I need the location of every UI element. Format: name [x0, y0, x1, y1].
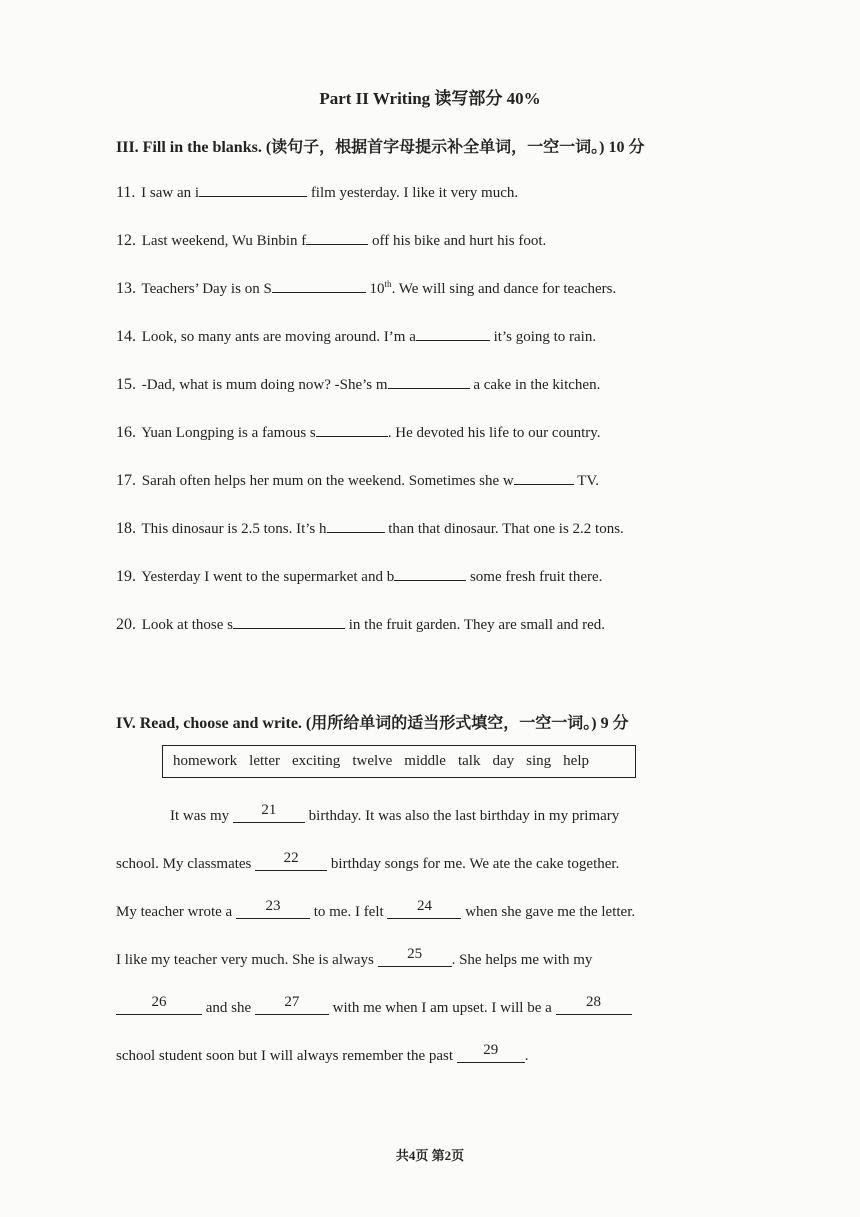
word-bank-item: letter [249, 753, 280, 769]
answer-blank-21[interactable]: 21 [233, 806, 305, 823]
word-bank-item: sing [526, 753, 552, 769]
question-17: 17. Sarah often helps her mum on the weekend. Sometimes she w TV. [116, 472, 600, 489]
passage-line-3: My teacher wrote a 23 to me. I felt 24 when she gave me the letter. [116, 898, 636, 920]
word-bank-item: exciting [291, 753, 341, 769]
passage-line-4: I like my teacher very much. She is always 25 . She helps me with my [116, 946, 593, 968]
word-bank-item: talk [457, 753, 481, 769]
answer-blank-28[interactable]: 28 [556, 998, 632, 1015]
word-bank-item: help [563, 753, 589, 769]
answer-blank[interactable] [394, 566, 466, 581]
passage-line-5: 26 and she 27 with me when I am upset. I will be a 28 [116, 1000, 632, 1017]
answer-blank[interactable] [233, 614, 345, 629]
answer-blank-24[interactable]: 24 [387, 902, 461, 919]
word-bank-item: day [492, 753, 515, 769]
question-14: 14. Look, so many ants are moving around. I’m a it’s going to rain. [116, 328, 597, 345]
passage-line-6: school student soon but I will always remember the past 29 . [116, 1042, 529, 1064]
section-3-heading: III. Fill in the blanks. (读句子，根据首字母提示补全单词，一空一词。) 10 分 [116, 139, 645, 156]
passage-line-1: It was my 21 birthday. It was also the last birthday in my primary [170, 802, 620, 824]
answer-blank-26[interactable]: 26 [116, 998, 202, 1015]
question-12: 12. Last weekend, Wu Binbin f off his bike and hurt his foot. [116, 232, 547, 249]
word-bank-item: homework [173, 753, 238, 769]
answer-blank-29[interactable]: 29 [457, 1046, 525, 1063]
answer-blank[interactable] [306, 230, 368, 245]
answer-blank[interactable] [327, 518, 385, 533]
passage-line-2: school. My classmates 22 birthday songs for me. We ate the cake together. [116, 850, 620, 872]
word-bank-item: twelve [352, 753, 393, 769]
word-bank-item: middle [404, 753, 446, 769]
answer-blank[interactable] [272, 278, 366, 293]
answer-blank-27[interactable]: 27 [255, 998, 329, 1015]
page-title: Part II Writing 读写部分 40% [319, 89, 541, 108]
answer-blank-23[interactable]: 23 [236, 902, 310, 919]
answer-blank[interactable] [199, 182, 307, 197]
page-number: 共4页 第2页 [395, 1148, 465, 1163]
question-16: 16. Yuan Longping is a famous s . He devoted his life to our country. [116, 424, 601, 441]
question-20: 20. Look at those s in the fruit garden. They are small and red. [116, 616, 606, 633]
question-11: 11. I saw an i film yesterday. I like it very much. [116, 184, 519, 201]
answer-blank-25[interactable]: 25 [378, 950, 452, 967]
question-18: 18. This dinosaur is 2.5 tons. It’s h than that dinosaur. That one is 2.2 tons. [116, 520, 624, 537]
section-4-heading: IV. Read, choose and write. (用所给单词的适当形式填空，一空一词。) 9 分 [116, 715, 629, 732]
answer-blank[interactable] [388, 374, 470, 389]
answer-blank[interactable] [514, 470, 574, 485]
answer-blank[interactable] [416, 326, 490, 341]
question-15: 15. -Dad, what is mum doing now? -She’s m a cake in the kitchen. [116, 376, 601, 393]
answer-blank-22[interactable]: 22 [255, 854, 327, 871]
question-13: 13. Teachers’ Day is on S 10th. We will sing and dance for teachers. [116, 279, 617, 297]
word-bank [162, 745, 636, 778]
question-19: 19. Yesterday I went to the supermarket and b some fresh fruit there. [116, 568, 603, 585]
answer-blank[interactable] [316, 422, 388, 437]
